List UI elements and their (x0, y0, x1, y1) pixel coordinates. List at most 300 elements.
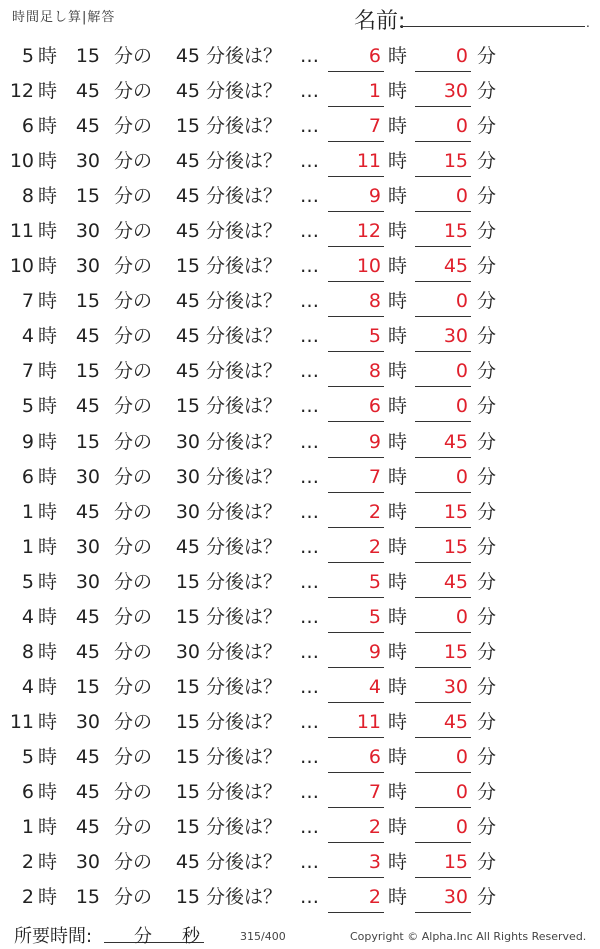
answer-hour-label: 時 (388, 500, 408, 523)
answer-hour-line[interactable] (328, 807, 384, 808)
minute-of-label: 分の (114, 255, 153, 278)
minute-of-label: 分の (114, 886, 153, 909)
problem-row (0, 74, 600, 109)
ellipsis: … (300, 430, 319, 453)
minute-of-label: 分の (114, 290, 153, 313)
answer-minute-line[interactable] (415, 527, 471, 528)
minute-of-label: 分の (114, 325, 153, 348)
answer-minute-line[interactable] (415, 772, 471, 773)
answer-minute-line[interactable] (415, 632, 471, 633)
added-minutes: 45 (175, 325, 200, 348)
after-question-label: 分後は？ (206, 710, 283, 733)
hour-label: 時 (38, 360, 58, 383)
answer-hour-line[interactable] (328, 246, 384, 247)
answer-minute-label: 分 (477, 780, 497, 803)
added-minutes: 45 (175, 45, 200, 67)
problem-row (0, 740, 600, 775)
start-minute: 15 (75, 675, 100, 698)
answer-hour: 8 (368, 290, 381, 313)
answer-hour-label: 時 (388, 710, 408, 733)
minute-of-label: 分の (114, 115, 153, 138)
answer-hour: 7 (368, 465, 381, 488)
start-hour: 9 (21, 430, 34, 453)
answer-minute-line[interactable] (415, 912, 471, 913)
answer-minute: 45 (443, 710, 468, 733)
problem-row (0, 249, 600, 284)
after-question-label: 分後は？ (206, 220, 283, 243)
answer-minute-label: 分 (477, 220, 497, 243)
answer-hour: 6 (368, 395, 381, 418)
minute-of-label: 分の (114, 780, 153, 803)
name-field-line[interactable] (400, 26, 585, 27)
answer-hour-line[interactable] (328, 702, 384, 703)
added-minutes: 30 (175, 500, 200, 523)
start-hour: 4 (21, 675, 34, 698)
answer-hour: 6 (368, 745, 381, 768)
problem-row (0, 214, 600, 249)
after-question-label: 分後は？ (206, 430, 283, 453)
ellipsis: … (300, 851, 319, 874)
answer-minute-label: 分 (477, 816, 497, 839)
answer-hour-label: 時 (388, 115, 408, 138)
answer-hour-line[interactable] (328, 667, 384, 668)
hour-label: 時 (38, 710, 58, 733)
start-hour: 12 (9, 80, 34, 103)
answer-minute-line[interactable] (415, 141, 471, 142)
start-hour: 1 (21, 500, 34, 523)
answer-minute: 0 (455, 745, 468, 768)
start-minute: 30 (75, 465, 100, 488)
answer-hour-line[interactable] (328, 737, 384, 738)
answer-minute-line[interactable] (415, 316, 471, 317)
hour-label: 時 (38, 535, 58, 558)
answer-minute: 30 (443, 325, 468, 348)
start-minute: 45 (75, 780, 100, 803)
answer-minute-label: 分 (477, 605, 497, 628)
answer-minute-line[interactable] (415, 702, 471, 703)
answer-hour-line[interactable] (328, 492, 384, 493)
start-hour: 5 (21, 395, 34, 418)
answer-hour-label: 時 (388, 255, 408, 278)
start-hour: 4 (21, 325, 34, 348)
answer-minute-label: 分 (477, 255, 497, 278)
answer-minute-label: 分 (477, 640, 497, 663)
added-minutes: 45 (175, 851, 200, 874)
after-question-label: 分後は？ (206, 605, 283, 628)
hour-label: 時 (38, 675, 58, 698)
start-hour: 5 (21, 745, 34, 768)
start-minute: 45 (75, 500, 100, 523)
minute-of-label: 分の (114, 710, 153, 733)
minute-of-label: 分の (114, 465, 153, 488)
ellipsis: … (300, 45, 319, 67)
start-hour: 8 (21, 185, 34, 208)
added-minutes: 45 (175, 80, 200, 103)
problem-row (0, 670, 600, 705)
answer-hour-line[interactable] (328, 351, 384, 352)
after-question-label: 分後は？ (206, 115, 283, 138)
answer-minute-line[interactable] (415, 421, 471, 422)
start-minute: 45 (75, 640, 100, 663)
after-question-label: 分後は？ (206, 535, 283, 558)
elapsed-time-label: 所要時間: (14, 926, 93, 947)
answer-minute: 0 (455, 185, 468, 208)
answer-hour: 10 (356, 255, 381, 278)
answer-minute-label: 分 (477, 290, 497, 313)
start-minute: 15 (75, 185, 100, 208)
ellipsis: … (300, 465, 319, 488)
after-question-label: 分後は？ (206, 851, 283, 874)
answer-hour-label: 時 (388, 325, 408, 348)
answer-hour-label: 時 (388, 640, 408, 663)
hour-label: 時 (38, 780, 58, 803)
ellipsis: … (300, 150, 319, 173)
start-minute: 15 (75, 290, 100, 313)
hour-label: 時 (38, 851, 58, 874)
answer-minute-line[interactable] (415, 281, 471, 282)
added-minutes: 15 (175, 115, 200, 138)
answer-hour-label: 時 (388, 360, 408, 383)
answer-hour: 9 (368, 640, 381, 663)
answer-hour-line[interactable] (328, 281, 384, 282)
answer-hour-line[interactable] (328, 562, 384, 563)
start-hour: 10 (9, 150, 34, 173)
start-hour: 11 (9, 710, 34, 733)
answer-hour-line[interactable] (328, 141, 384, 142)
answer-hour: 5 (368, 570, 381, 593)
answer-hour-label: 時 (388, 430, 408, 453)
answer-hour: 3 (368, 851, 381, 874)
start-minute: 30 (75, 570, 100, 593)
added-minutes: 45 (175, 185, 200, 208)
answer-minute-line[interactable] (415, 246, 471, 247)
answer-minute-label: 分 (477, 675, 497, 698)
problem-row (0, 319, 600, 354)
start-hour: 5 (21, 570, 34, 593)
answer-minute: 45 (443, 430, 468, 453)
added-minutes: 30 (175, 430, 200, 453)
answer-hour-label: 時 (388, 851, 408, 874)
ellipsis: … (300, 886, 319, 909)
problem-row (0, 389, 600, 424)
answer-minute-label: 分 (477, 185, 497, 208)
hour-label: 時 (38, 640, 58, 663)
hour-label: 時 (38, 500, 58, 523)
answer-minute-label: 分 (477, 851, 497, 874)
start-minute: 45 (75, 605, 100, 628)
start-minute: 45 (75, 395, 100, 418)
problem-row (0, 425, 600, 460)
minute-of-label: 分の (114, 185, 153, 208)
ellipsis: … (300, 640, 319, 663)
answer-hour: 2 (368, 816, 381, 839)
answer-hour: 9 (368, 430, 381, 453)
answer-hour-line[interactable] (328, 912, 384, 913)
start-hour: 4 (21, 605, 34, 628)
start-hour: 11 (9, 220, 34, 243)
answer-minute-line[interactable] (415, 842, 471, 843)
start-hour: 2 (21, 886, 34, 909)
start-hour: 7 (21, 360, 34, 383)
answer-hour-line[interactable] (328, 421, 384, 422)
answer-minute-line[interactable] (415, 597, 471, 598)
hour-label: 時 (38, 325, 58, 348)
answer-hour-line[interactable] (328, 842, 384, 843)
added-minutes: 45 (175, 360, 200, 383)
ellipsis: … (300, 605, 319, 628)
answer-minute: 0 (455, 290, 468, 313)
problem-row (0, 144, 600, 179)
answer-hour-label: 時 (388, 185, 408, 208)
answer-minute-label: 分 (477, 45, 497, 67)
after-question-label: 分後は？ (206, 360, 283, 383)
hour-label: 時 (38, 255, 58, 278)
after-question-label: 分後は？ (206, 150, 283, 173)
answer-hour-line[interactable] (328, 457, 384, 458)
hour-label: 時 (38, 886, 58, 909)
ellipsis: … (300, 80, 319, 103)
added-minutes: 45 (175, 150, 200, 173)
hour-label: 時 (38, 45, 58, 67)
start-hour: 2 (21, 851, 34, 874)
after-question-label: 分後は？ (206, 570, 283, 593)
answer-minute-line[interactable] (415, 211, 471, 212)
ellipsis: … (300, 395, 319, 418)
start-minute: 45 (75, 745, 100, 768)
after-question-label: 分後は？ (206, 675, 283, 698)
answer-minute: 0 (455, 816, 468, 839)
start-hour: 6 (21, 465, 34, 488)
start-hour: 6 (21, 780, 34, 803)
ellipsis: … (300, 745, 319, 768)
after-question-label: 分後は？ (206, 745, 283, 768)
answer-minute-line[interactable] (415, 807, 471, 808)
ellipsis: … (300, 325, 319, 348)
hour-label: 時 (38, 465, 58, 488)
answer-hour-line[interactable] (328, 316, 384, 317)
ellipsis: … (300, 675, 319, 698)
minute-of-label: 分の (114, 535, 153, 558)
answer-hour: 2 (368, 886, 381, 909)
answer-minute: 0 (455, 605, 468, 628)
name-trailing-dot: . (586, 16, 590, 30)
problem-row (0, 460, 600, 495)
answer-minute-label: 分 (477, 80, 497, 103)
worksheet-title: 時間足し算|解答 (12, 10, 116, 25)
answer-minute-label: 分 (477, 745, 497, 768)
answer-hour-label: 時 (388, 45, 408, 67)
start-hour: 8 (21, 640, 34, 663)
answer-minute: 45 (443, 255, 468, 278)
answer-minute-line[interactable] (415, 877, 471, 878)
answer-minute-line[interactable] (415, 351, 471, 352)
added-minutes: 15 (175, 816, 200, 839)
answer-minute-line[interactable] (415, 71, 471, 72)
answer-hour: 11 (356, 710, 381, 733)
answer-minute-line[interactable] (415, 386, 471, 387)
answer-minute-label: 分 (477, 535, 497, 558)
answer-minute-label: 分 (477, 325, 497, 348)
ellipsis: … (300, 570, 319, 593)
added-minutes: 15 (175, 605, 200, 628)
after-question-label: 分後は？ (206, 640, 283, 663)
ellipsis: … (300, 220, 319, 243)
added-minutes: 30 (175, 640, 200, 663)
hour-label: 時 (38, 220, 58, 243)
hour-label: 時 (38, 290, 58, 313)
minute-of-label: 分の (114, 80, 153, 103)
answer-minute: 30 (443, 80, 468, 103)
start-hour: 5 (21, 45, 34, 67)
answer-minute: 45 (443, 570, 468, 593)
hour-label: 時 (38, 605, 58, 628)
answer-minute-label: 分 (477, 886, 497, 909)
answer-minute-line[interactable] (415, 457, 471, 458)
answer-minute: 15 (443, 150, 468, 173)
after-question-label: 分後は？ (206, 395, 283, 418)
answer-minute: 30 (443, 675, 468, 698)
hour-label: 時 (38, 570, 58, 593)
answer-minute-line[interactable] (415, 106, 471, 107)
answer-minute-label: 分 (477, 150, 497, 173)
answer-hour-line[interactable] (328, 632, 384, 633)
added-minutes: 30 (175, 465, 200, 488)
after-question-label: 分後は？ (206, 500, 283, 523)
answer-hour-label: 時 (388, 220, 408, 243)
start-minute: 30 (75, 535, 100, 558)
ellipsis: … (300, 500, 319, 523)
answer-minute: 15 (443, 640, 468, 663)
answer-hour-line[interactable] (328, 386, 384, 387)
minute-of-label: 分の (114, 430, 153, 453)
answer-minute: 15 (443, 535, 468, 558)
answer-hour-label: 時 (388, 675, 408, 698)
answer-hour: 5 (368, 605, 381, 628)
hour-label: 時 (38, 185, 58, 208)
ellipsis: … (300, 710, 319, 733)
problem-row (0, 179, 600, 214)
added-minutes: 15 (175, 745, 200, 768)
hour-label: 時 (38, 80, 58, 103)
answer-minute-label: 分 (477, 500, 497, 523)
problem-row (0, 354, 600, 389)
minute-of-label: 分の (114, 45, 153, 67)
answer-minute: 15 (443, 500, 468, 523)
start-minute: 30 (75, 150, 100, 173)
added-minutes: 45 (175, 535, 200, 558)
page-number: 315/400 (240, 930, 286, 943)
answer-minute-line[interactable] (415, 176, 471, 177)
answer-hour: 12 (356, 220, 381, 243)
answer-hour-line[interactable] (328, 211, 384, 212)
answer-hour-label: 時 (388, 150, 408, 173)
answer-minute: 30 (443, 886, 468, 909)
answer-hour-line[interactable] (328, 527, 384, 528)
answer-hour: 2 (368, 500, 381, 523)
problem-row (0, 880, 600, 915)
hour-label: 時 (38, 115, 58, 138)
problem-row (0, 635, 600, 670)
answer-hour-line[interactable] (328, 71, 384, 72)
minute-of-label: 分の (114, 605, 153, 628)
answer-hour-line[interactable] (328, 176, 384, 177)
answer-minute: 15 (443, 851, 468, 874)
answer-hour: 1 (368, 80, 381, 103)
answer-hour: 7 (368, 115, 381, 138)
answer-minute-label: 分 (477, 465, 497, 488)
answer-hour-label: 時 (388, 816, 408, 839)
answer-hour-line[interactable] (328, 772, 384, 773)
elapsed-minute-label: 分 (134, 926, 152, 947)
added-minutes: 45 (175, 290, 200, 313)
ellipsis: … (300, 290, 319, 313)
minute-of-label: 分の (114, 360, 153, 383)
minute-of-label: 分の (114, 816, 153, 839)
answer-hour-line[interactable] (328, 106, 384, 107)
answer-minute-label: 分 (477, 570, 497, 593)
answer-hour-label: 時 (388, 535, 408, 558)
start-minute: 15 (75, 430, 100, 453)
ellipsis: … (300, 816, 319, 839)
answer-minute-line[interactable] (415, 737, 471, 738)
problem-row (0, 845, 600, 880)
answer-minute-line[interactable] (415, 492, 471, 493)
start-minute: 45 (75, 80, 100, 103)
answer-minute-label: 分 (477, 360, 497, 383)
answer-hour: 5 (368, 325, 381, 348)
ellipsis: … (300, 115, 319, 138)
elapsed-second-label: 秒 (182, 926, 200, 947)
name-label: 名前: (354, 9, 406, 34)
after-question-label: 分後は？ (206, 886, 283, 909)
start-minute: 30 (75, 220, 100, 243)
answer-hour-line[interactable] (328, 877, 384, 878)
after-question-label: 分後は？ (206, 255, 283, 278)
hour-label: 時 (38, 395, 58, 418)
problem-row (0, 495, 600, 530)
added-minutes: 15 (175, 780, 200, 803)
start-hour: 1 (21, 535, 34, 558)
answer-minute-label: 分 (477, 395, 497, 418)
added-minutes: 15 (175, 570, 200, 593)
added-minutes: 15 (175, 395, 200, 418)
answer-minute-line[interactable] (415, 562, 471, 563)
answer-minute: 0 (455, 395, 468, 418)
answer-hour: 7 (368, 780, 381, 803)
start-minute: 30 (75, 710, 100, 733)
minute-of-label: 分の (114, 150, 153, 173)
after-question-label: 分後は？ (206, 185, 283, 208)
problem-row (0, 565, 600, 600)
hour-label: 時 (38, 150, 58, 173)
start-minute: 15 (75, 360, 100, 383)
answer-hour-line[interactable] (328, 597, 384, 598)
answer-minute: 0 (455, 780, 468, 803)
answer-minute: 0 (455, 115, 468, 138)
minute-of-label: 分の (114, 745, 153, 768)
after-question-label: 分後は？ (206, 465, 283, 488)
answer-minute-label: 分 (477, 430, 497, 453)
answer-minute-line[interactable] (415, 667, 471, 668)
answer-minute: 0 (455, 360, 468, 383)
minute-of-label: 分の (114, 500, 153, 523)
after-question-label: 分後は？ (206, 325, 283, 348)
minute-of-label: 分の (114, 395, 153, 418)
problem-row (0, 109, 600, 144)
hour-label: 時 (38, 745, 58, 768)
start-minute: 15 (75, 45, 100, 67)
ellipsis: … (300, 535, 319, 558)
